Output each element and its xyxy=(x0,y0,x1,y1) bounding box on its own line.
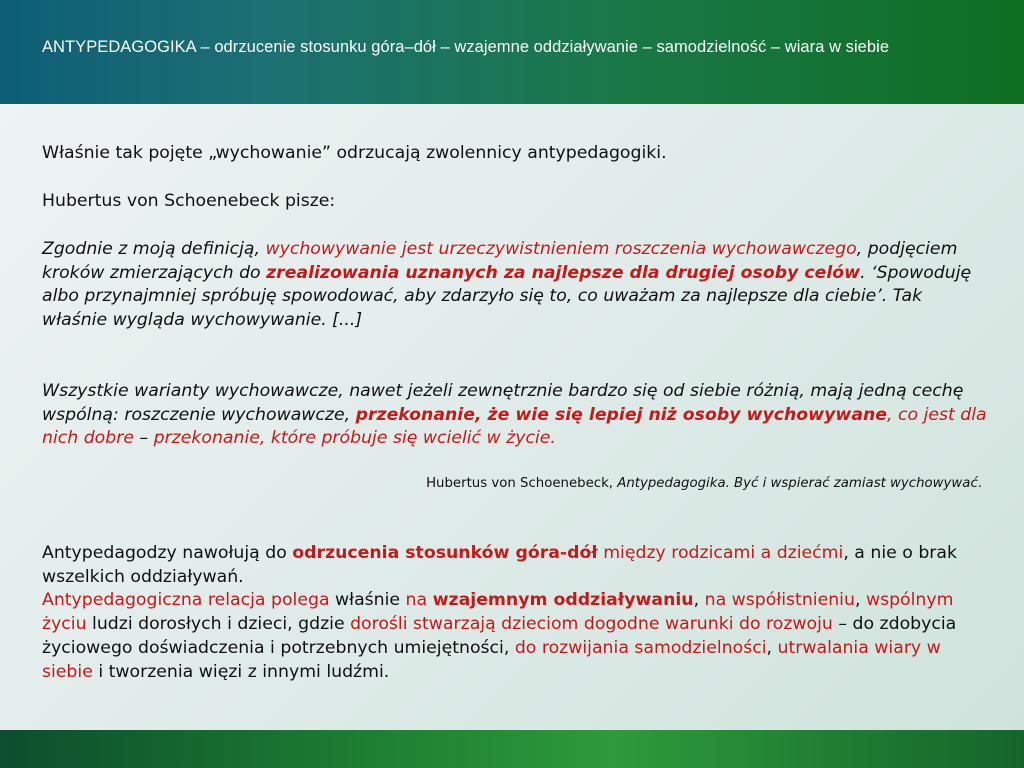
conclusion-text-run: i tworzenia więzi z innymi ludźmi. xyxy=(92,661,390,682)
conclusion-text-run: – do zdobycia życiowego doświadczenia i potrzebnych umiejętności, xyxy=(42,614,957,658)
source-text-run: Hubertus von Schoenebeck, xyxy=(426,476,618,491)
conclusion-text-run: właśnie xyxy=(329,590,406,611)
conclusion-text-run: utrwalania wiary w siebie xyxy=(42,637,941,682)
conclusion-text-run: między rodzicami a dziećmi xyxy=(597,543,844,563)
quote2-text-run: przekonanie, że wie się lepiej niż osoby wychowywane xyxy=(355,404,888,425)
source-text-run: Antypedagogika. Być i wspierać zamiast wychowywać xyxy=(617,476,978,491)
conclusion-text-run: , xyxy=(766,637,778,658)
quote2-text-run: Wszystkie warianty wychowawcze, nawet jeżeli zewnętrznie bardzo się od siebie różnią, mają jedną cechę wspólną: roszczenie wychowawcze, xyxy=(42,381,964,425)
conclusion-text-run: , xyxy=(854,590,866,611)
conclusion-text-run: do rozwijania samodzielności xyxy=(514,637,767,658)
conclusion-text-run: wspólnym życiu xyxy=(42,590,954,635)
conclusion-text-run: dorośli stwarzają dzieciom dogodne warunki do rozwoju xyxy=(350,614,833,635)
quote2-text-run: – xyxy=(133,428,154,449)
conclusion-text-run: odrzucenia stosunków góra-dół xyxy=(292,543,598,563)
quote1-text-run: zrealizowania uznanych za najlepsze dla drugiej osoby celów xyxy=(266,262,861,283)
conclusion-text-run: na xyxy=(405,590,433,611)
quote1-text-run: . ‘Spowoduję albo przynajmniej spróbuję spowodować, aby zdarzyło się to, co uważam za najlepsze dla ciebie’. Tak właśnie wygląda wychowywanie. [...] xyxy=(42,262,972,331)
slide-footer-bar xyxy=(0,730,1024,768)
quote2-text-run: , co jest dla nich dobre xyxy=(42,404,987,449)
conclusion-text-run: wzajemnym oddziaływaniu xyxy=(432,590,694,611)
conclusion-text-run: Antypedagogiczna relacja polega xyxy=(42,590,330,611)
quote-paragraph-2 xyxy=(42,380,987,451)
quote-paragraph-1 xyxy=(42,238,987,333)
slide-header xyxy=(0,0,1024,104)
quote1-text-run: wychowywanie jest urzeczywistnieniem roszczenia wychowawczego xyxy=(265,239,857,259)
conclusion-text-run: , a nie o brak wszelkich oddziaływań. xyxy=(42,543,957,587)
slide-title: ANTYPEDAGOGIKA – odrzucenie stosunku góra–dół – wzajemne oddziaływanie – samodzielność – wiara w siebie xyxy=(42,38,890,56)
intro-line: Właśnie tak pojęte „wychowanie” odrzucają zwolennicy antypedagogiki. xyxy=(42,143,667,163)
conclusion-text-run: Antypedagodzy nawołują do xyxy=(42,543,293,563)
source-text-run: . xyxy=(977,476,982,491)
quote1-text-run: Zgodnie z moją definicją, xyxy=(42,239,266,259)
quote-source xyxy=(426,476,982,491)
conclusion-text-run: , xyxy=(693,590,705,611)
author-intro-line: Hubertus von Schoenebeck pisze: xyxy=(42,191,336,211)
conclusion-text-run: na współistnieniu xyxy=(704,590,855,611)
quote2-text-run: przekonanie, które próbuje się wcielić w życie. xyxy=(153,428,556,449)
conclusion-paragraph xyxy=(42,542,987,684)
conclusion-text-run: ludzi dorosłych i dzieci, gdzie xyxy=(86,614,351,635)
quote1-text-run: , podjęciem kroków zmierzających do xyxy=(42,239,958,283)
